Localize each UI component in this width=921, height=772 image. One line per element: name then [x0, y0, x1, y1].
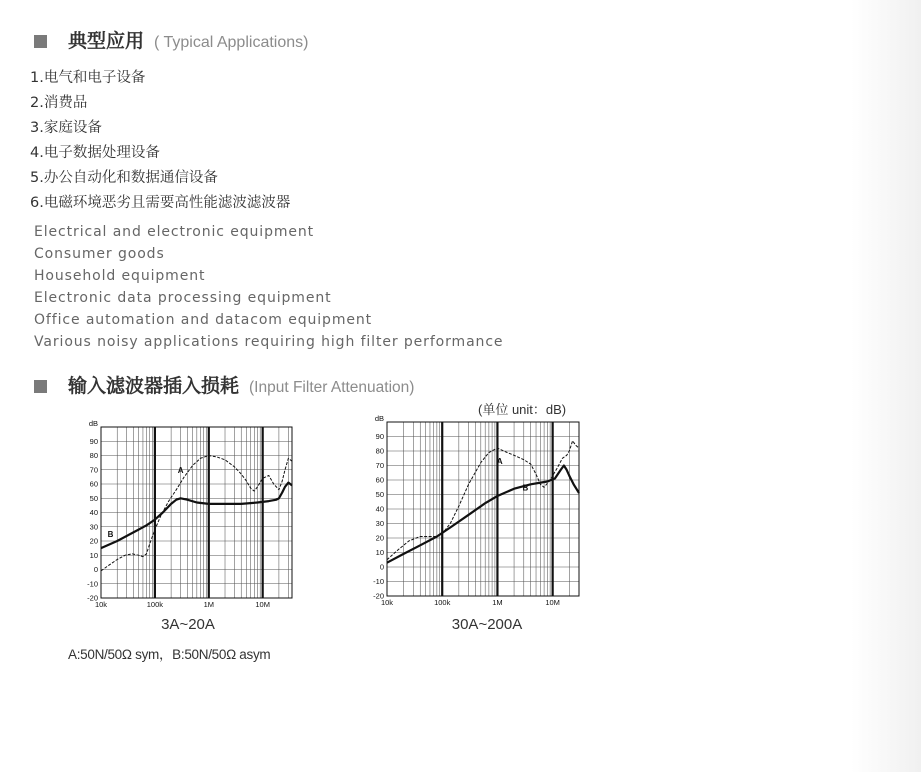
y-tick-label: 20 [89, 536, 98, 546]
section-heading-applications [34, 26, 308, 53]
y-tick-label: -20 [373, 591, 384, 601]
y-tick-label: dB [374, 414, 384, 423]
y-tick-label: 80 [375, 446, 384, 456]
list-item: Various noisy applications requiring high filter performance [34, 334, 504, 350]
y-tick-label: 60 [89, 479, 98, 489]
list-item: 3.家庭设备 [30, 120, 102, 136]
x-tick-label: 10M [545, 598, 560, 607]
section-title-cn: 典型应用 [68, 30, 145, 52]
y-tick-label: -10 [373, 577, 384, 587]
y-tick-label: 10 [89, 550, 98, 560]
y-tick-label: 50 [89, 493, 98, 503]
list-item: Household equipment [34, 268, 206, 284]
y-tick-label: 90 [375, 432, 384, 442]
list-item: 5.办公自动化和数据通信设备 [30, 170, 218, 186]
y-tick-label: 70 [375, 461, 384, 471]
x-tick-label: 10k [380, 598, 394, 607]
y-tick-label: 90 [89, 436, 98, 446]
y-tick-label: 10 [375, 548, 384, 558]
section-title-cn: 输入滤波器插入损耗 [68, 375, 240, 397]
y-tick-label: 60 [375, 475, 384, 485]
series-label: B [107, 529, 114, 539]
legend-note: A:50N/50Ω sym，B:50N/50Ω asym [68, 647, 271, 662]
list-item: Electrical and electronic equipment [34, 224, 315, 240]
section-heading-attenuation [34, 371, 414, 398]
series-label: A [177, 465, 184, 475]
y-tick-label: 0 [93, 565, 98, 575]
series-label: A [496, 457, 503, 467]
series-label: B [522, 483, 529, 493]
square-bullet-icon [34, 380, 47, 393]
list-item: Office automation and datacom equipment [34, 312, 373, 328]
square-bullet-icon [34, 35, 47, 48]
chart-3a-20a [80, 418, 300, 613]
x-tick-label: 10k [94, 600, 108, 609]
applications-list-en [34, 221, 503, 353]
background-shade [851, 0, 921, 772]
unit-note: (单位 unit：dB) [478, 402, 567, 417]
section-title-en: ( Typical Applications) [154, 34, 309, 51]
y-tick-label: 20 [375, 533, 384, 543]
y-tick-label: -10 [87, 579, 98, 589]
list-item: 1.电气和电子设备 [30, 70, 146, 86]
chart-30a-200a [366, 413, 586, 608]
section-title-en: (Input Filter Attenuation) [249, 379, 415, 396]
y-tick-label: -20 [87, 593, 98, 603]
chart-title-3a-20a: 3A~20A [161, 616, 215, 633]
list-item: Consumer goods [34, 246, 165, 262]
x-tick-label: 10M [255, 600, 270, 609]
y-tick-label: 0 [379, 562, 384, 572]
applications-list-cn [30, 66, 290, 216]
list-item: Electronic data processing equipment [34, 290, 332, 306]
y-tick-label: dB [88, 419, 98, 428]
y-tick-label: 40 [89, 508, 98, 518]
y-tick-label: 40 [375, 504, 384, 514]
y-tick-label: 30 [89, 522, 98, 532]
list-item: 2.消费品 [30, 95, 88, 111]
x-tick-label: 100k [434, 598, 451, 607]
list-item: 4.电子数据处理设备 [30, 145, 160, 161]
x-tick-label: 1M [203, 600, 214, 609]
x-tick-label: 100k [146, 600, 164, 609]
y-tick-label: 70 [89, 465, 98, 475]
list-item: 6.电磁环境恶劣且需要高性能滤波滤波器 [30, 195, 291, 211]
x-tick-label: 1M [492, 598, 503, 607]
y-tick-label: 50 [375, 490, 384, 500]
y-tick-label: 80 [89, 451, 98, 461]
y-tick-label: 30 [375, 519, 384, 529]
chart-title-30a-200a: 30A~200A [451, 616, 523, 633]
